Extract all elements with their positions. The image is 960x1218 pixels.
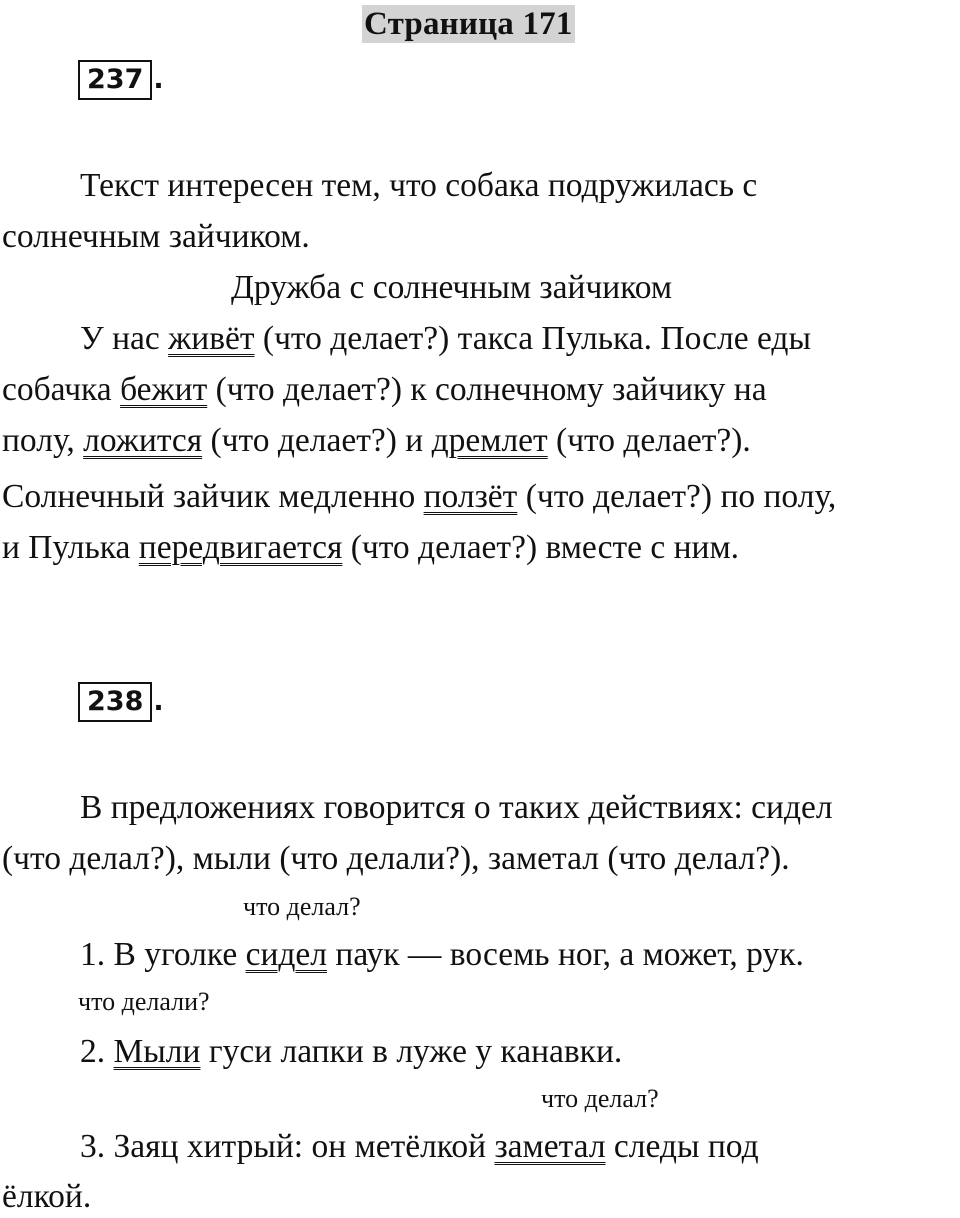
story-text: (что делает?) такса Пулька. После еды bbox=[254, 320, 811, 357]
sentence-text: паук — восемь ног, а может, рук. bbox=[327, 936, 804, 973]
exercise-number-dot: . bbox=[153, 686, 164, 717]
predicate-verb: ползёт bbox=[423, 478, 518, 515]
story-text: собачка bbox=[2, 371, 121, 408]
story-title: Дружба с солнечным зайчиком bbox=[231, 269, 673, 306]
story-text: и Пулька bbox=[2, 529, 139, 566]
question-label-3: что делал? bbox=[541, 1084, 659, 1113]
sentence-1 bbox=[80, 934, 804, 976]
sentence-text: 2. bbox=[80, 1033, 114, 1070]
predicate-verb: ложится bbox=[83, 422, 203, 459]
exercise-number-box: 238 bbox=[78, 682, 152, 722]
page-title: Страница 171 bbox=[364, 6, 573, 42]
ex237-intro-line-1: Текст интересен тем, что собака подружилась с bbox=[80, 167, 758, 204]
story-text: (что делает?) и bbox=[202, 422, 432, 459]
story-line-3 bbox=[2, 420, 751, 462]
story-line-5 bbox=[2, 527, 739, 569]
story-text: (что делает?) по полу, bbox=[517, 478, 837, 515]
exercise-number-box: 237 bbox=[78, 60, 152, 100]
story-text: (что делает?) к солнечному зайчику на bbox=[207, 371, 767, 408]
ex238-intro-line-2: (что делал?), мыли (что делали?), заметал (что делал?). bbox=[2, 840, 790, 877]
exercise-238-number bbox=[78, 684, 164, 720]
ex238-intro-line-1: В предложениях говорится о таких действиях: сидел bbox=[80, 789, 833, 826]
sentence-text: 1. В уголке bbox=[80, 936, 246, 973]
story-text: (что делает?). bbox=[547, 422, 751, 459]
sentence-3 bbox=[80, 1126, 759, 1168]
predicate-verb: бежит bbox=[120, 371, 208, 408]
sentence-text: следы под bbox=[605, 1128, 759, 1165]
sentence-3-continuation: ёлкой. bbox=[2, 1178, 92, 1215]
sentence-text: 3. Заяц хитрый: он метёлкой bbox=[80, 1128, 495, 1165]
sentence-2 bbox=[80, 1031, 622, 1073]
sentence-text: гуси лапки в луже у канавки. bbox=[200, 1033, 623, 1070]
predicate-verb: живёт bbox=[168, 320, 255, 357]
predicate-verb: передвигается bbox=[138, 529, 343, 566]
story-line-1 bbox=[80, 318, 811, 360]
exercise-number-dot: . bbox=[153, 64, 164, 95]
question-label-2: что делали? bbox=[78, 987, 210, 1016]
ex237-intro-line-2: солнечным зайчиком. bbox=[2, 218, 310, 255]
predicate-verb: дремлет bbox=[431, 422, 548, 459]
predicate-verb: Мыли bbox=[113, 1033, 201, 1070]
predicate-verb: сидел bbox=[245, 936, 328, 973]
exercise-237-number bbox=[78, 62, 164, 98]
story-line-2 bbox=[2, 369, 767, 411]
predicate-verb: заметал bbox=[494, 1128, 606, 1165]
story-text: У нас bbox=[80, 320, 169, 357]
story-line-4 bbox=[2, 476, 836, 518]
story-text: Солнечный зайчик медленно bbox=[2, 478, 424, 515]
story-text: (что делает?) вместе с ним. bbox=[342, 529, 740, 566]
question-label-1: что делал? bbox=[243, 892, 361, 921]
story-text: полу, bbox=[2, 422, 84, 459]
